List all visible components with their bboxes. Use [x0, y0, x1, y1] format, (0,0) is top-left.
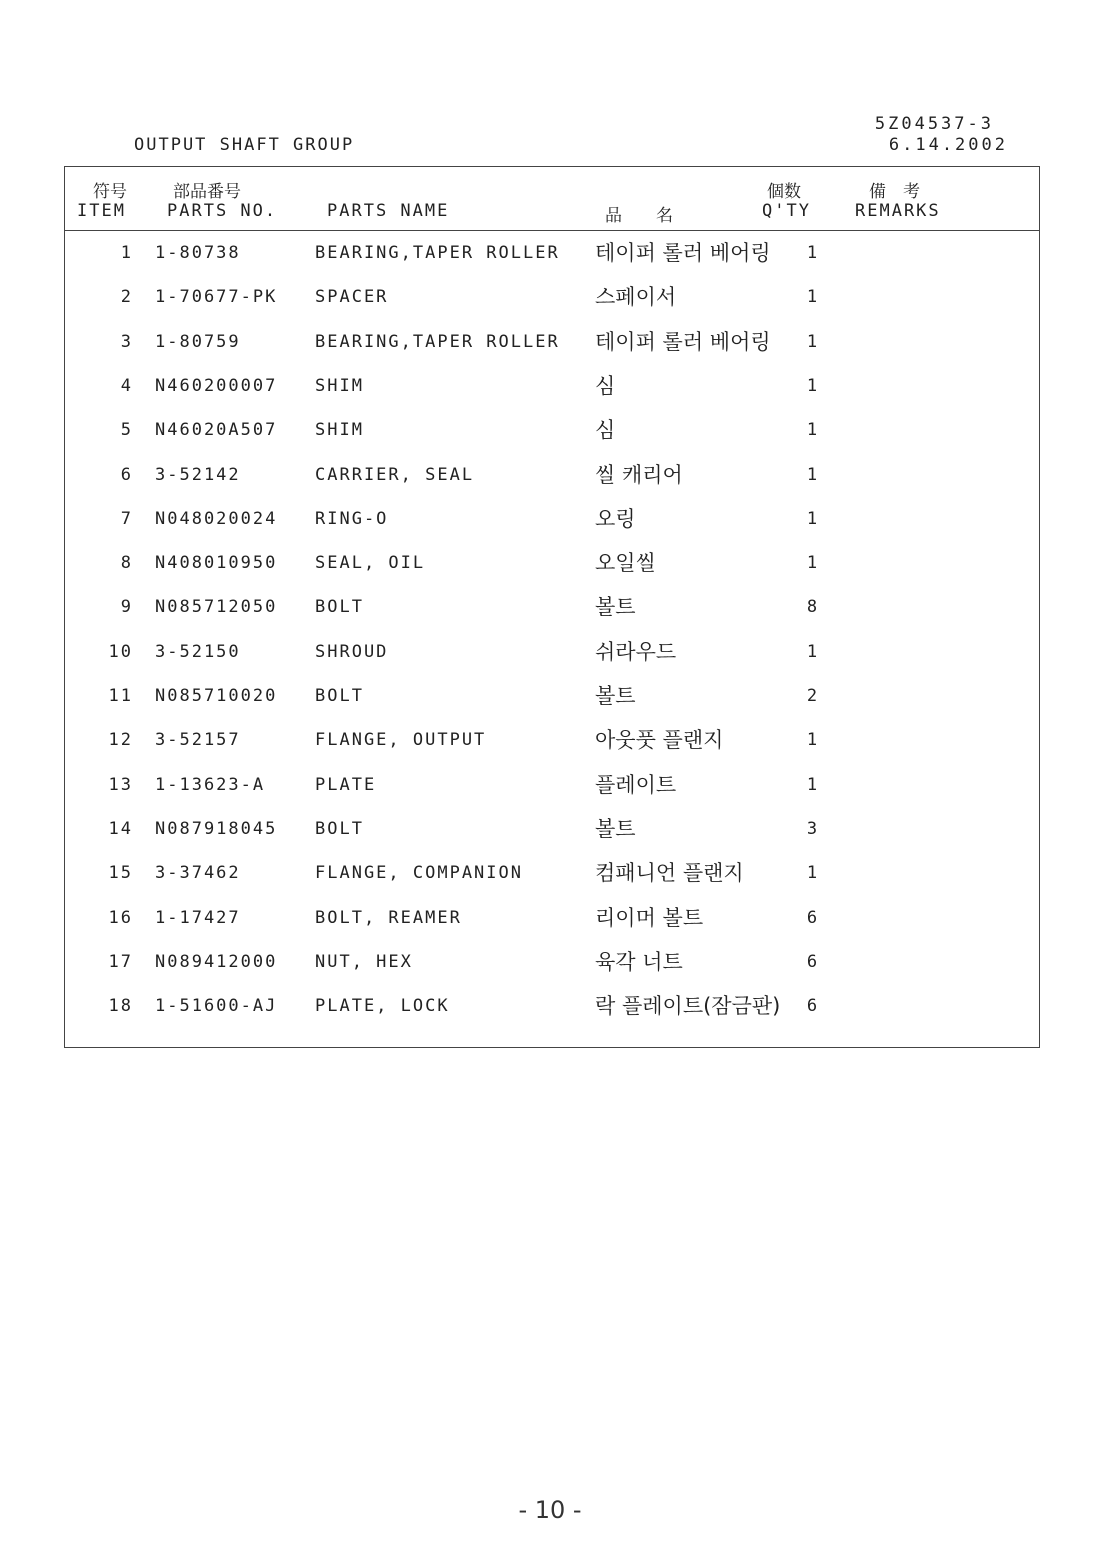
part-name: SHROUD [315, 641, 389, 662]
korean-name: 쉬라우드 [595, 639, 677, 664]
table-row [65, 632, 1039, 676]
part-name: PLATE, LOCK [315, 996, 450, 1017]
quantity: 1 [806, 420, 820, 441]
item-number: 3 [120, 331, 133, 352]
item-number: 6 [120, 464, 133, 485]
header-qty-cjk: 個数 [767, 182, 801, 202]
table-row [65, 986, 1039, 1030]
part-name: SHIM [315, 375, 364, 396]
header-kor-name: 品 名 [605, 206, 673, 226]
table-row [65, 322, 1039, 366]
part-name: BOLT, REAMER [315, 907, 462, 928]
quantity: 1 [806, 730, 820, 751]
part-number: N460200007 [155, 375, 278, 396]
item-number: 12 [108, 730, 133, 751]
korean-name: 스페이서 [595, 285, 677, 310]
quantity: 2 [806, 686, 820, 706]
part-name: CARRIER, SEAL [315, 464, 475, 485]
part-name: BOLT [315, 686, 364, 706]
item-number: 7 [120, 508, 133, 529]
item-number: 2 [120, 287, 133, 308]
part-number: N048020024 [155, 508, 278, 529]
part-name: RING-O [315, 508, 389, 529]
part-number: 1-70677-PK [155, 287, 278, 308]
part-number: 1-80759 [155, 331, 241, 352]
item-number: 1 [120, 243, 133, 263]
korean-name: 육각 너트 [595, 949, 683, 974]
table-row [65, 277, 1039, 321]
part-name: SHIM [315, 420, 364, 441]
header-item: ITEM [77, 201, 126, 221]
korean-name: 심 [595, 418, 616, 443]
part-number: N087918045 [155, 818, 278, 839]
korean-name: 리이머 볼트 [595, 905, 704, 930]
part-number: N089412000 [155, 951, 278, 972]
item-number: 5 [120, 420, 133, 441]
table-row [65, 233, 1039, 277]
item-number: 11 [108, 686, 133, 706]
item-number: 15 [108, 863, 133, 884]
quantity: 6 [806, 996, 820, 1017]
part-name: NUT, HEX [315, 951, 413, 972]
quantity: 1 [806, 641, 820, 662]
korean-name: 오링 [595, 506, 636, 531]
part-number: N408010950 [155, 553, 278, 574]
document-date: 6.14.2002 [888, 135, 1008, 155]
part-number: 3-52142 [155, 464, 241, 485]
part-number: N085710020 [155, 686, 278, 706]
part-number: 3-52150 [155, 641, 241, 662]
page-number: - 10 - [518, 1496, 582, 1524]
part-name: PLATE [315, 774, 377, 795]
korean-name: 심 [595, 373, 616, 398]
table-row [65, 853, 1039, 897]
part-name: SPACER [315, 287, 389, 308]
header-remarks: REMARKS [855, 201, 941, 221]
part-number: 3-52157 [155, 730, 241, 751]
part-number: 3-37462 [155, 863, 241, 884]
header-remarks-cjk: 備 考 [869, 182, 920, 202]
korean-name: 테이퍼 롤러 베어링 [595, 329, 771, 354]
table-row [65, 765, 1039, 809]
part-name: SEAL, OIL [315, 553, 426, 574]
quantity: 6 [806, 907, 820, 928]
quantity: 1 [806, 331, 820, 352]
header-parts-name: PARTS NAME [327, 201, 450, 221]
korean-name: 볼트 [595, 684, 636, 708]
quantity: 1 [806, 287, 820, 308]
item-number: 14 [108, 818, 133, 839]
korean-name: 플레이트 [595, 772, 677, 797]
table-row [65, 898, 1039, 942]
quantity: 1 [806, 464, 820, 485]
korean-name: 오일씰 [595, 551, 656, 576]
quantity: 6 [806, 951, 820, 972]
header-qty: Q'TY [762, 201, 811, 221]
document-code: 5Z04537-3 [874, 114, 994, 134]
header-item-cjk: 符号 [93, 182, 127, 202]
quantity: 1 [806, 375, 820, 396]
table-row [65, 499, 1039, 543]
korean-name: 테이퍼 롤러 베어링 [595, 241, 771, 265]
header-divider [65, 230, 1039, 231]
table-row [65, 676, 1039, 720]
parts-table [64, 166, 1040, 1048]
part-number: 1-17427 [155, 907, 241, 928]
header-parts-no-cjk: 部品番号 [173, 182, 241, 202]
korean-name: 컴패니언 플랜지 [595, 861, 744, 886]
part-name: FLANGE, OUTPUT [315, 730, 487, 751]
item-number: 9 [120, 597, 133, 618]
part-number: 1-80738 [155, 243, 241, 263]
korean-name: 락 플레이트(잠금판) [595, 994, 781, 1019]
item-number: 4 [120, 375, 133, 396]
quantity: 3 [806, 818, 820, 839]
item-number: 10 [108, 641, 133, 662]
part-number: N085712050 [155, 597, 278, 618]
quantity: 1 [806, 243, 820, 263]
korean-name: 아웃풋 플랜지 [595, 728, 724, 753]
korean-name: 볼트 [595, 816, 636, 841]
table-row [65, 455, 1039, 499]
part-number: 1-51600-AJ [155, 996, 278, 1017]
korean-name: 볼트 [595, 595, 636, 620]
table-row [65, 543, 1039, 587]
item-number: 16 [108, 907, 133, 928]
item-number: 17 [108, 951, 133, 972]
table-row [65, 410, 1039, 454]
table-row [65, 809, 1039, 853]
korean-name: 씰 캐리어 [595, 462, 683, 487]
item-number: 13 [108, 774, 133, 795]
table-row [65, 587, 1039, 631]
part-number: 1-13623-A [155, 774, 266, 795]
table-row [65, 720, 1039, 764]
part-number: N46020A507 [155, 420, 278, 441]
item-number: 8 [120, 553, 133, 574]
item-number: 18 [108, 996, 133, 1017]
quantity: 8 [806, 597, 820, 618]
part-name: BOLT [315, 597, 364, 618]
group-title: OUTPUT SHAFT GROUP [134, 135, 355, 155]
quantity: 1 [806, 508, 820, 529]
quantity: 1 [806, 774, 820, 795]
header-parts-no: PARTS NO. [167, 201, 278, 221]
quantity: 1 [806, 863, 820, 884]
part-name: BOLT [315, 818, 364, 839]
part-name: FLANGE, COMPANION [315, 863, 523, 884]
table-row [65, 366, 1039, 410]
part-name: BEARING,TAPER ROLLER [315, 243, 560, 263]
quantity: 1 [806, 553, 820, 574]
part-name: BEARING,TAPER ROLLER [315, 331, 560, 352]
table-row [65, 942, 1039, 986]
